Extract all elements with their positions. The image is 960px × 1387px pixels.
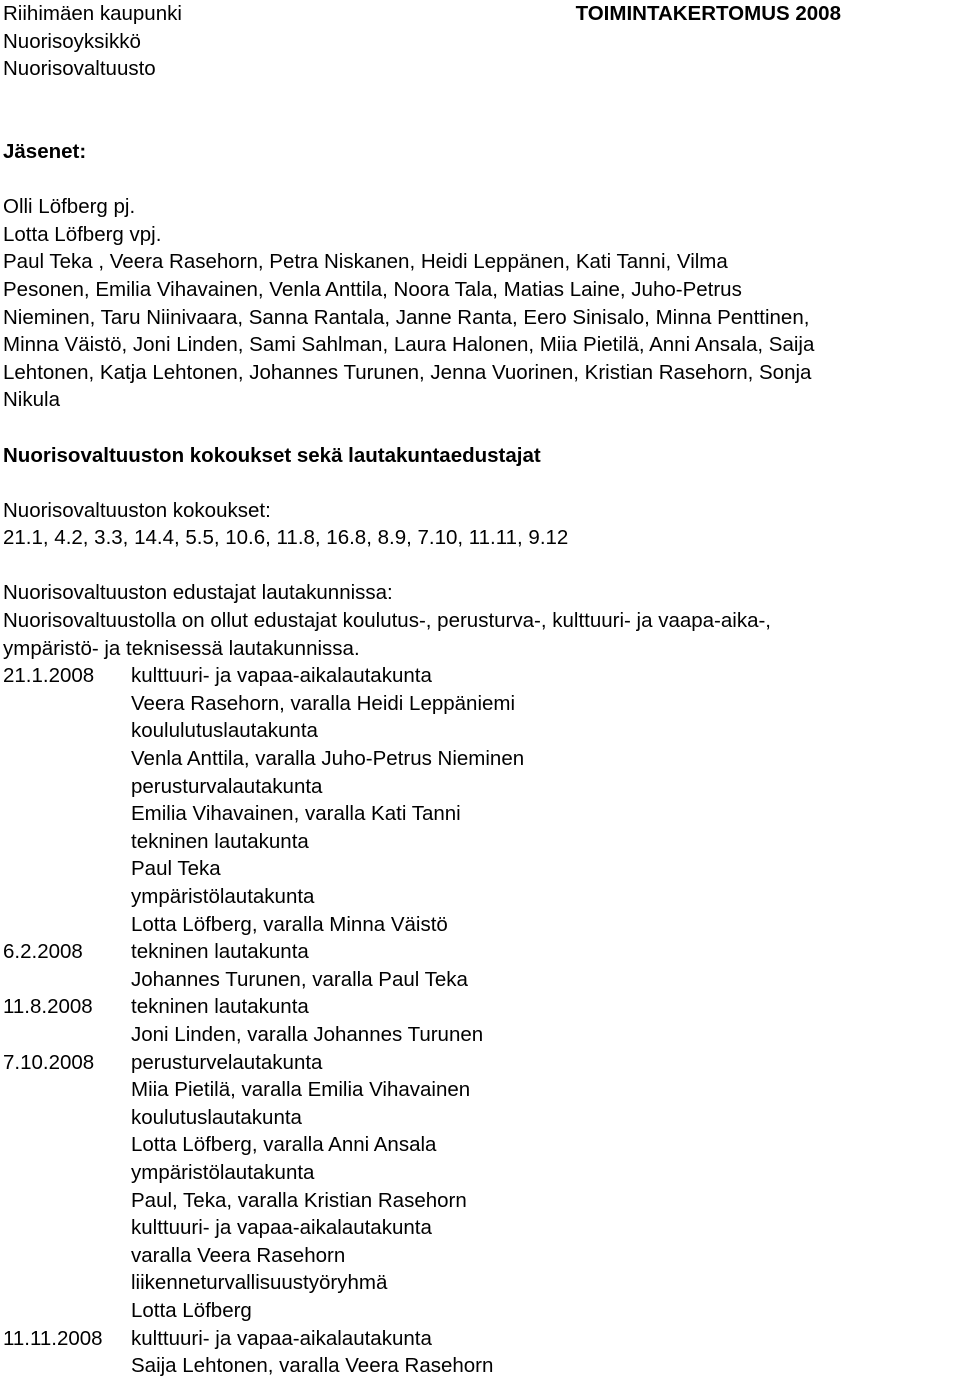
meetings-label: Nuorisovaltuuston kokoukset: <box>3 498 271 522</box>
committee-name: tekninen lautakunta <box>131 995 309 1019</box>
report-title: TOIMINTAKERTOMUS 2008 <box>575 2 841 25</box>
representation-entry <box>3 938 957 993</box>
representative-names: varalla Veera Rasehorn <box>131 1243 346 1267</box>
entry-items <box>131 662 957 938</box>
header-row <box>3 0 841 28</box>
chair-line: Olli Löfberg pj. <box>3 195 136 219</box>
members-line: Minna Väistö, Joni Linden, Sami Sahlman, Laura Halonen, Miia Pietilä, Anni Ansala, Saija <box>3 333 815 357</box>
representative-names: Joni Linden, varalla Johannes Turunen <box>131 1022 484 1046</box>
members-line: Paul Teka , Veera Rasehorn, Petra Niskanen, Heidi Leppänen, Kati Tanni, Vilma <box>3 250 728 274</box>
representation-entry <box>3 662 957 938</box>
meetings-dates: 21.1, 4.2, 3.3, 14.4, 5.5, 10.6, 11.8, 16.8, 8.9, 7.10, 11.11, 9.12 <box>3 526 569 550</box>
entry-date: 6.2.2008 <box>3 940 83 964</box>
representation-entry <box>3 1325 957 1380</box>
representative-names: Johannes Turunen, varalla Paul Teka <box>131 967 468 991</box>
committee-name: kulttuuri- ja vapaa-aikalautakunta <box>131 664 432 688</box>
entry-items <box>131 938 957 993</box>
unit-name: Nuorisoyksikkö <box>3 29 141 53</box>
committee-name: tekninen lautakunta <box>131 829 309 853</box>
meetings-heading: Nuorisovaltuuston kokoukset sekä lautakuntaedustajat <box>3 443 541 467</box>
committee-name: kulttuuri- ja vapaa-aikalautakunta <box>131 1326 432 1350</box>
entry-date: 7.10.2008 <box>3 1050 95 1074</box>
representations-list <box>3 662 957 1379</box>
members-line: Nieminen, Taru Niinivaara, Sanna Rantala, Janne Ranta, Eero Sinisalo, Minna Penttinen, <box>3 305 810 329</box>
reps-intro-line: ympäristö- ja teknisessä lautakunnissa. <box>3 636 360 660</box>
representative-names: Venla Anttila, varalla Juho-Petrus Nieminen <box>131 747 525 771</box>
representative-names: Paul, Teka, varalla Kristian Rasehorn <box>131 1188 467 1212</box>
reps-intro-line: Nuorisovaltuustolla on ollut edustajat koulutus-, perusturva-, kulttuuri- ja vaapa-aika-, <box>3 609 771 633</box>
spacer <box>3 83 957 138</box>
representative-names: Lotta Löfberg <box>131 1298 252 1322</box>
spacer <box>3 166 957 194</box>
spacer <box>3 469 957 497</box>
members-heading: Jäsenet: <box>3 139 87 163</box>
members-list <box>3 248 960 414</box>
committee-name: ympäristölautakunta <box>131 1160 315 1184</box>
entry-items <box>131 1049 957 1325</box>
sub-unit-name: Nuorisovaltuusto <box>3 57 156 81</box>
representation-entry <box>3 993 957 1048</box>
committee-name: liikenneturvallisuustyöryhmä <box>131 1271 388 1295</box>
committee-name: tekninen lautakunta <box>131 940 309 964</box>
members-line: Pesonen, Emilia Vihavainen, Venla Anttila, Noora Tala, Matias Laine, Juho-Petrus <box>3 277 742 301</box>
committee-name: ympäristölautakunta <box>131 885 315 908</box>
representative-names: Emilia Vihavainen, varalla Kati Tanni <box>131 802 461 826</box>
org-name: Riihimäen kaupunki <box>3 2 182 25</box>
spacer <box>3 414 957 442</box>
representative-names: Saija Lehtonen, varalla Veera Rasehorn <box>131 1354 494 1378</box>
reps-label: Nuorisovaltuuston edustajat lautakunnissa: <box>3 581 393 605</box>
entry-date: 11.8.2008 <box>3 995 93 1019</box>
representative-names: Lotta Löfberg, varalla Anni Ansala <box>131 1133 437 1157</box>
members-line: Lehtonen, Katja Lehtonen, Johannes Turunen, Jenna Vuorinen, Kristian Rasehorn, Sonja <box>3 360 812 384</box>
representation-entry <box>3 1049 957 1325</box>
vice-chair-line: Lotta Löfberg vpj. <box>3 222 162 246</box>
spacer <box>3 552 957 580</box>
committee-name: koulutuslautakunta <box>131 1105 302 1129</box>
representative-names: Lotta Löfberg, varalla Minna Väistö <box>131 912 448 936</box>
representative-names: Miia Pietilä, varalla Emilia Vihavainen <box>131 1078 471 1102</box>
committee-name: perusturvalautakunta <box>131 774 323 798</box>
entry-date: 11.11.2008 <box>3 1326 103 1350</box>
committee-name: koululutuslautakunta <box>131 719 318 743</box>
entry-items <box>131 993 957 1048</box>
representative-names: Paul Teka <box>131 857 221 881</box>
document-page <box>3 0 957 1380</box>
committee-name: perusturvelautakunta <box>131 1050 323 1074</box>
entry-date: 21.1.2008 <box>3 664 95 688</box>
committee-name: kulttuuri- ja vapaa-aikalautakunta <box>131 1216 432 1240</box>
entry-items <box>131 1325 957 1380</box>
members-line: Nikula <box>3 388 60 412</box>
representative-names: Veera Rasehorn, varalla Heidi Leppäniemi <box>131 691 516 715</box>
